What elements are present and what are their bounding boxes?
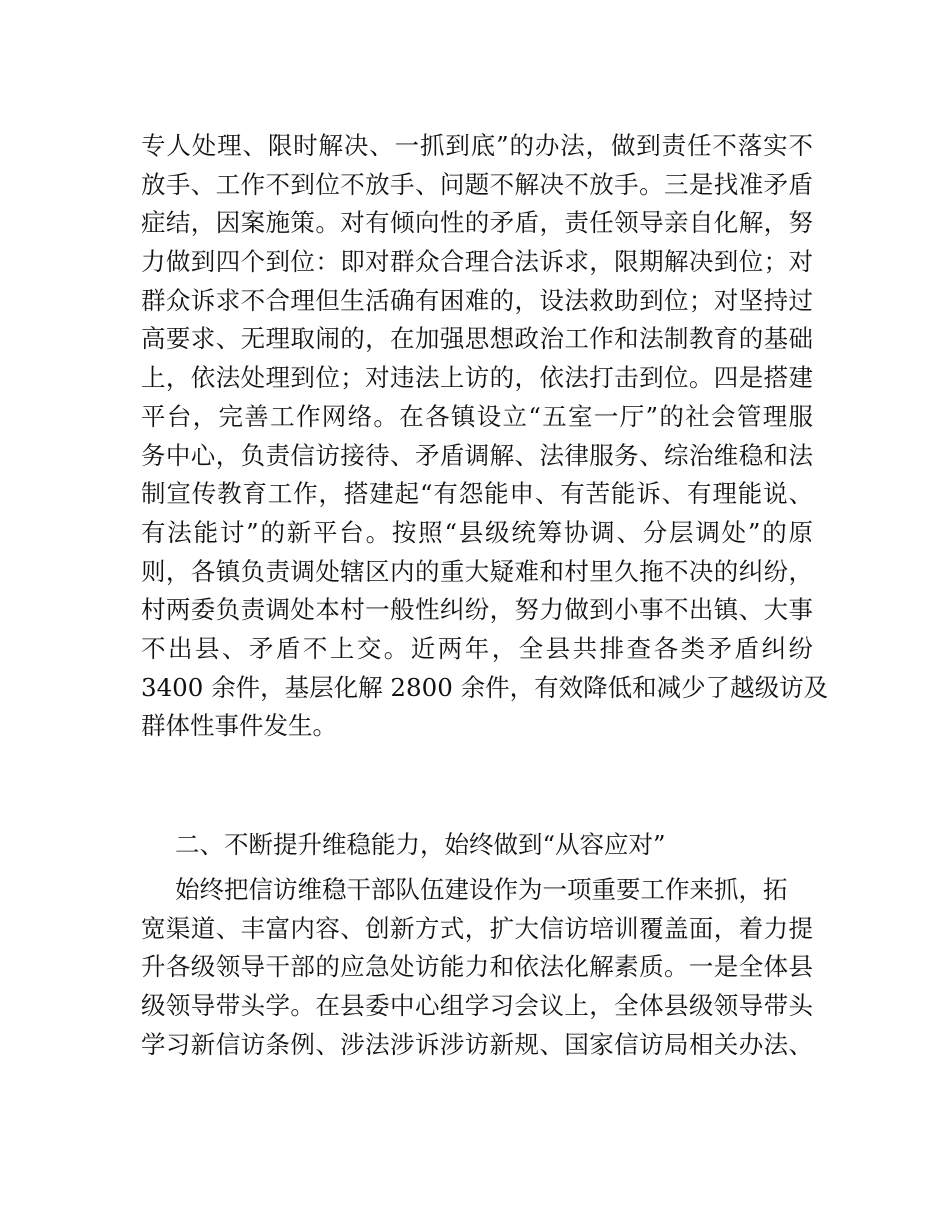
paragraph-line: 力做到四个到位：即对群众合理合法诉求，限期解决到位；对 [141, 247, 813, 277]
paragraph-line: 高要求、无理取闹的，在加强思想政治工作和法制教育的基础 [141, 324, 813, 354]
paragraph-line: 群体性事件发生。 [141, 711, 337, 741]
paragraph-line: 级领导带头学。在县委中心组学习会议上，全体县级领导带头 [141, 991, 813, 1021]
paragraph-line: 放手、工作不到位不放手、问题不解决不放手。三是找准矛盾 [141, 169, 813, 199]
paragraph-line: 有法能讨”的新平台。按照“县级统筹协调、分层调处”的原 [141, 517, 813, 547]
paragraph-line: 群众诉求不合理但生活确有困难的，设法救助到位；对坚持过 [141, 285, 813, 315]
paragraph-line: 村两委负责调处本村一般性纠纷，努力做到小事不出镇、大事 [141, 595, 813, 625]
paragraph-line: 则，各镇负责调处辖区内的重大疑难和村里久拖不决的纠纷， [141, 556, 813, 586]
section-heading: 二、不断提升维稳能力，始终做到“从容应对” [175, 830, 666, 859]
paragraph-1 [141, 127, 829, 746]
paragraph-line: 宽渠道、丰富内容、创新方式，扩大信访培训覆盖面，着力提 [141, 913, 813, 943]
paragraph-line: 不出县、矛盾不上交。近两年，全县共排查各类矛盾纠纷 [141, 633, 813, 663]
paragraph-line: 始终把信访维稳干部队伍建设作为一项重要工作来抓，拓 [175, 875, 788, 904]
paragraph-line: 症结，因案施策。对有倾向性的矛盾，责任领导亲自化解，努 [141, 208, 813, 238]
paragraph-line: 专人处理、限时解决、一抓到底”的办法，做到责任不落实不 [141, 131, 813, 160]
paragraph-line: 3400 余件，基层化解 2800 余件，有效降低和减少了越级访及 [141, 672, 829, 702]
paragraph-line: 制宣传教育工作，搭建起“有怨能申、有苦能诉、有理能说、 [141, 479, 813, 509]
paragraph-line: 升各级领导干部的应急处访能力和依法化解素质。一是全体县 [141, 952, 813, 982]
paragraph-line: 务中心，负责信访接待、矛盾调解、法律服务、综治维稳和法 [141, 440, 813, 470]
paragraph-line: 学习新信访条例、涉法涉诉涉访新规、国家信访局相关办法、 [141, 1029, 813, 1059]
paragraph-line: 上，依法处理到位；对违法上访的，依法打击到位。四是搭建 [141, 363, 813, 393]
paragraph-line: 平台，完善工作网络。在各镇设立“五室一厅”的社会管理服 [141, 401, 813, 431]
paragraph-2 [141, 871, 813, 1064]
